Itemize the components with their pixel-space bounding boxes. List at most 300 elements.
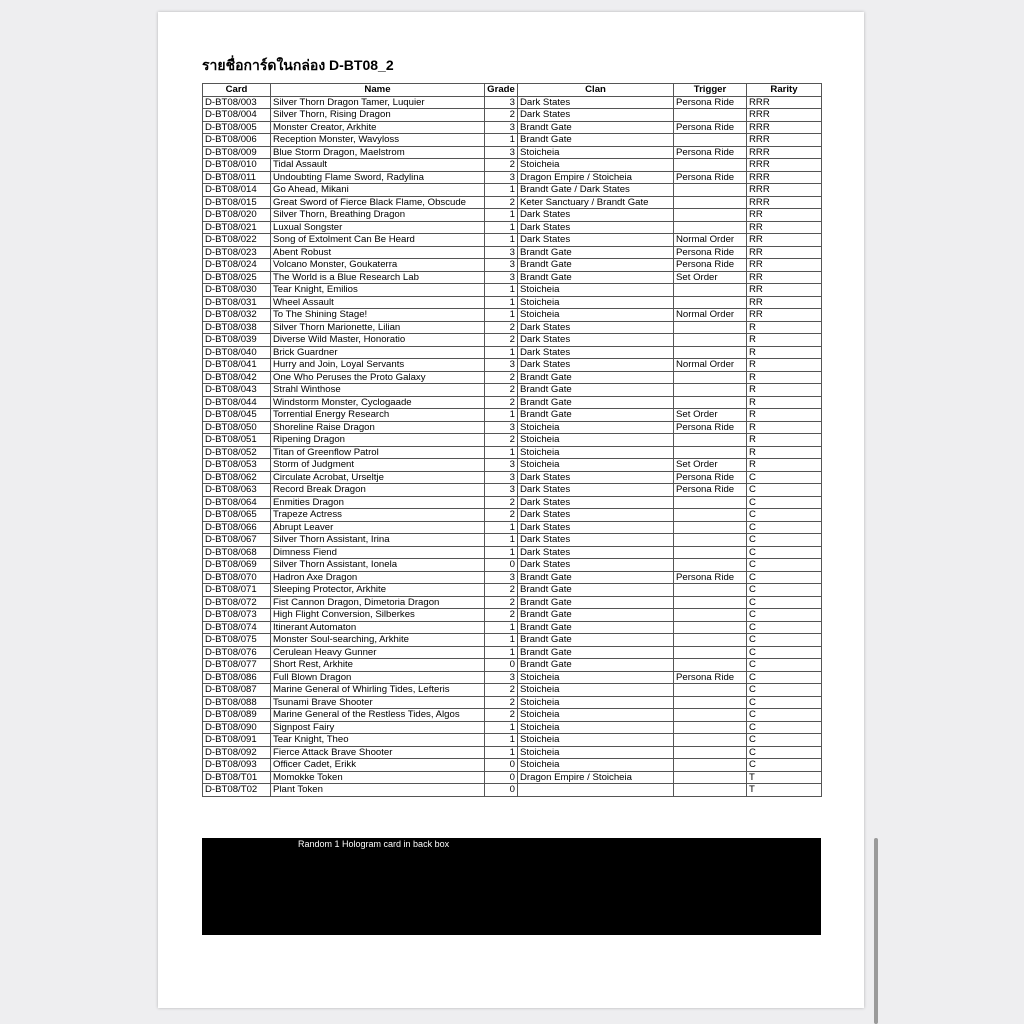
grade-cell: 2 xyxy=(485,109,518,122)
rarity-cell: C xyxy=(747,584,822,597)
grade-cell: 1 xyxy=(485,534,518,547)
header-clan: Clan xyxy=(518,84,674,97)
clan-cell: Stoicheia xyxy=(518,696,674,709)
clan-cell: Brandt Gate xyxy=(518,121,674,134)
rarity-cell: C xyxy=(747,471,822,484)
grade-cell: 3 xyxy=(485,359,518,372)
grade-cell: 2 xyxy=(485,334,518,347)
table-row xyxy=(203,134,822,147)
clan-cell: Brandt Gate xyxy=(518,659,674,672)
card-id-cell: D-BT08/T02 xyxy=(203,784,271,797)
trigger-cell xyxy=(674,721,747,734)
card-id-cell: D-BT08/010 xyxy=(203,159,271,172)
rarity-cell: R xyxy=(747,409,822,422)
table-row xyxy=(203,446,822,459)
trigger-cell xyxy=(674,659,747,672)
grade-cell: 2 xyxy=(485,159,518,172)
table-row xyxy=(203,196,822,209)
table-row xyxy=(203,384,822,397)
card-id-cell: D-BT08/031 xyxy=(203,296,271,309)
card-id-cell: D-BT08/022 xyxy=(203,234,271,247)
clan-cell: Dark States xyxy=(518,521,674,534)
card-name-cell: Monster Soul-searching, Arkhite xyxy=(271,634,485,647)
clan-cell: Dark States xyxy=(518,484,674,497)
card-id-cell: D-BT08/070 xyxy=(203,571,271,584)
card-name-cell: Hadron Axe Dragon xyxy=(271,571,485,584)
card-name-cell: Record Break Dragon xyxy=(271,484,485,497)
card-id-cell: D-BT08/023 xyxy=(203,246,271,259)
rarity-cell: C xyxy=(747,534,822,547)
card-name-cell: Windstorm Monster, Cyclogaade xyxy=(271,396,485,409)
grade-cell: 0 xyxy=(485,559,518,572)
table-row xyxy=(203,746,822,759)
card-id-cell: D-BT08/072 xyxy=(203,596,271,609)
trigger-cell: Persona Ride xyxy=(674,171,747,184)
card-name-cell: Fist Cannon Dragon, Dimetoria Dragon xyxy=(271,596,485,609)
trigger-cell xyxy=(674,184,747,197)
trigger-cell: Persona Ride xyxy=(674,121,747,134)
card-id-cell: D-BT08/090 xyxy=(203,721,271,734)
rarity-cell: C xyxy=(747,596,822,609)
card-name-cell: Titan of Greenflow Patrol xyxy=(271,446,485,459)
table-row xyxy=(203,171,822,184)
card-id-cell: D-BT08/093 xyxy=(203,759,271,772)
clan-cell: Dark States xyxy=(518,546,674,559)
grade-cell: 2 xyxy=(485,696,518,709)
rarity-cell: C xyxy=(747,546,822,559)
rarity-cell: RR xyxy=(747,309,822,322)
trigger-cell xyxy=(674,684,747,697)
table-row xyxy=(203,284,822,297)
card-name-cell: Silver Thorn Assistant, Ionela xyxy=(271,559,485,572)
table-row xyxy=(203,421,822,434)
card-id-cell: D-BT08/011 xyxy=(203,171,271,184)
grade-cell: 1 xyxy=(485,734,518,747)
card-id-cell: D-BT08/053 xyxy=(203,459,271,472)
grade-cell: 0 xyxy=(485,784,518,797)
card-id-cell: D-BT08/014 xyxy=(203,184,271,197)
rarity-cell: RRR xyxy=(747,109,822,122)
grade-cell: 3 xyxy=(485,259,518,272)
card-id-cell: D-BT08/088 xyxy=(203,696,271,709)
rarity-cell: RRR xyxy=(747,171,822,184)
trigger-cell: Persona Ride xyxy=(674,259,747,272)
grade-cell: 2 xyxy=(485,609,518,622)
table-row xyxy=(203,671,822,684)
card-name-cell: Trapeze Actress xyxy=(271,509,485,522)
trigger-cell xyxy=(674,759,747,772)
grade-cell: 3 xyxy=(485,484,518,497)
clan-cell: Dark States xyxy=(518,496,674,509)
grade-cell: 3 xyxy=(485,421,518,434)
grade-cell: 2 xyxy=(485,196,518,209)
rarity-cell: RRR xyxy=(747,134,822,147)
card-id-cell: D-BT08/073 xyxy=(203,609,271,622)
card-id-cell: D-BT08/004 xyxy=(203,109,271,122)
table-row xyxy=(203,696,822,709)
clan-cell: Dark States xyxy=(518,559,674,572)
card-name-cell: Short Rest, Arkhite xyxy=(271,659,485,672)
trigger-cell: Persona Ride xyxy=(674,671,747,684)
scrollbar[interactable] xyxy=(874,838,878,1024)
clan-cell: Brandt Gate xyxy=(518,271,674,284)
trigger-cell xyxy=(674,509,747,522)
table-row xyxy=(203,96,822,109)
card-id-cell: D-BT08/052 xyxy=(203,446,271,459)
card-id-cell: D-BT08/092 xyxy=(203,746,271,759)
table-row xyxy=(203,184,822,197)
card-name-cell: Storm of Judgment xyxy=(271,459,485,472)
card-name-cell: Abrupt Leaver xyxy=(271,521,485,534)
clan-cell: Brandt Gate xyxy=(518,634,674,647)
card-name-cell: Go Ahead, Mikani xyxy=(271,184,485,197)
grade-cell: 2 xyxy=(485,321,518,334)
clan-cell: Stoicheia xyxy=(518,746,674,759)
trigger-cell xyxy=(674,534,747,547)
card-name-cell: Silver Thorn Assistant, Irina xyxy=(271,534,485,547)
clan-cell: Brandt Gate xyxy=(518,134,674,147)
trigger-cell xyxy=(674,709,747,722)
clan-cell: Dark States xyxy=(518,471,674,484)
card-id-cell: D-BT08/065 xyxy=(203,509,271,522)
card-name-cell: To The Shining Stage! xyxy=(271,309,485,322)
table-row xyxy=(203,121,822,134)
card-name-cell: Silver Thorn, Rising Dragon xyxy=(271,109,485,122)
clan-cell: Dragon Empire / Stoicheia xyxy=(518,171,674,184)
document-title: รายชื่อการ์ดในกล่อง D-BT08_2 xyxy=(202,57,394,73)
clan-cell: Dark States xyxy=(518,221,674,234)
table-row xyxy=(203,559,822,572)
clan-cell: Stoicheia xyxy=(518,684,674,697)
card-name-cell: Diverse Wild Master, Honoratio xyxy=(271,334,485,347)
rarity-cell: T xyxy=(747,784,822,797)
card-id-cell: D-BT08/021 xyxy=(203,221,271,234)
rarity-cell: R xyxy=(747,446,822,459)
table-row xyxy=(203,334,822,347)
card-name-cell: Cerulean Heavy Gunner xyxy=(271,646,485,659)
clan-cell: Dragon Empire / Stoicheia xyxy=(518,771,674,784)
grade-cell: 2 xyxy=(485,434,518,447)
clan-cell: Stoicheia xyxy=(518,734,674,747)
rarity-cell: R xyxy=(747,334,822,347)
card-name-cell: Wheel Assault xyxy=(271,296,485,309)
card-name-cell: Silver Thorn, Breathing Dragon xyxy=(271,209,485,222)
grade-cell: 0 xyxy=(485,659,518,672)
card-id-cell: D-BT08/042 xyxy=(203,371,271,384)
card-name-cell: Circulate Acrobat, Urseltje xyxy=(271,471,485,484)
card-id-cell: D-BT08/020 xyxy=(203,209,271,222)
card-id-cell: D-BT08/038 xyxy=(203,321,271,334)
trigger-cell: Set Order xyxy=(674,409,747,422)
card-name-cell: Plant Token xyxy=(271,784,485,797)
grade-cell: 2 xyxy=(485,496,518,509)
table-row xyxy=(203,371,822,384)
grade-cell: 1 xyxy=(485,721,518,734)
card-id-cell: D-BT08/076 xyxy=(203,646,271,659)
clan-cell: Brandt Gate xyxy=(518,409,674,422)
table-row xyxy=(203,784,822,797)
trigger-cell: Persona Ride xyxy=(674,146,747,159)
clan-cell: Dark States xyxy=(518,109,674,122)
clan-cell: Stoicheia xyxy=(518,709,674,722)
card-name-cell: Itinerant Automaton xyxy=(271,621,485,634)
trigger-cell xyxy=(674,196,747,209)
card-name-cell: Tsunami Brave Shooter xyxy=(271,696,485,709)
card-id-cell: D-BT08/015 xyxy=(203,196,271,209)
grade-cell: 1 xyxy=(485,521,518,534)
trigger-cell: Set Order xyxy=(674,271,747,284)
card-id-cell: D-BT08/041 xyxy=(203,359,271,372)
grade-cell: 1 xyxy=(485,621,518,634)
card-id-cell: D-BT08/087 xyxy=(203,684,271,697)
rarity-cell: RR xyxy=(747,246,822,259)
card-id-cell: D-BT08/075 xyxy=(203,634,271,647)
header-trigger: Trigger xyxy=(674,84,747,97)
rarity-cell: C xyxy=(747,634,822,647)
clan-cell: Dark States xyxy=(518,534,674,547)
clan-cell: Brandt Gate / Dark States xyxy=(518,184,674,197)
trigger-cell xyxy=(674,596,747,609)
rarity-cell: C xyxy=(747,734,822,747)
card-name-cell: Abent Robust xyxy=(271,246,485,259)
rarity-cell: C xyxy=(747,696,822,709)
card-id-cell: D-BT08/044 xyxy=(203,396,271,409)
grade-cell: 1 xyxy=(485,296,518,309)
grade-cell: 1 xyxy=(485,746,518,759)
rarity-cell: RR xyxy=(747,234,822,247)
trigger-cell xyxy=(674,634,747,647)
rarity-cell: RR xyxy=(747,296,822,309)
card-id-cell: D-BT08/045 xyxy=(203,409,271,422)
card-id-cell: D-BT08/043 xyxy=(203,384,271,397)
rarity-cell: C xyxy=(747,559,822,572)
card-name-cell: Full Blown Dragon xyxy=(271,671,485,684)
card-id-cell: D-BT08/074 xyxy=(203,621,271,634)
card-id-cell: D-BT08/062 xyxy=(203,471,271,484)
grade-cell: 1 xyxy=(485,234,518,247)
rarity-cell: R xyxy=(747,421,822,434)
rarity-cell: RR xyxy=(747,209,822,222)
clan-cell: Dark States xyxy=(518,321,674,334)
rarity-cell: C xyxy=(747,746,822,759)
card-id-cell: D-BT08/032 xyxy=(203,309,271,322)
table-row xyxy=(203,296,822,309)
clan-cell: Stoicheia xyxy=(518,421,674,434)
card-name-cell: Song of Extolment Can Be Heard xyxy=(271,234,485,247)
table-row xyxy=(203,534,822,547)
grade-cell: 3 xyxy=(485,96,518,109)
grade-cell: 3 xyxy=(485,471,518,484)
card-name-cell: One Who Peruses the Proto Galaxy xyxy=(271,371,485,384)
rarity-cell: RR xyxy=(747,221,822,234)
rarity-cell: RRR xyxy=(747,121,822,134)
trigger-cell: Persona Ride xyxy=(674,246,747,259)
card-id-cell: D-BT08/009 xyxy=(203,146,271,159)
grade-cell: 3 xyxy=(485,271,518,284)
grade-cell: 3 xyxy=(485,146,518,159)
grade-cell: 1 xyxy=(485,546,518,559)
grade-cell: 3 xyxy=(485,671,518,684)
rarity-cell: RR xyxy=(747,271,822,284)
table-row xyxy=(203,496,822,509)
trigger-cell xyxy=(674,134,747,147)
rarity-cell: C xyxy=(747,646,822,659)
table-row xyxy=(203,459,822,472)
trigger-cell xyxy=(674,621,747,634)
table-row xyxy=(203,109,822,122)
rarity-cell: RRR xyxy=(747,196,822,209)
trigger-cell xyxy=(674,296,747,309)
clan-cell: Stoicheia xyxy=(518,759,674,772)
trigger-cell xyxy=(674,521,747,534)
hologram-note: Random 1 Hologram card in back box xyxy=(298,839,450,849)
grade-cell: 1 xyxy=(485,309,518,322)
clan-cell: Brandt Gate xyxy=(518,259,674,272)
header-name: Name xyxy=(271,84,485,97)
table-row xyxy=(203,684,822,697)
trigger-cell xyxy=(674,434,747,447)
grade-cell: 2 xyxy=(485,684,518,697)
card-id-cell: D-BT08/068 xyxy=(203,546,271,559)
card-id-cell: D-BT08/066 xyxy=(203,521,271,534)
card-rows xyxy=(203,96,822,796)
rarity-cell: C xyxy=(747,496,822,509)
table-row xyxy=(203,721,822,734)
grade-cell: 1 xyxy=(485,284,518,297)
clan-cell: Dark States xyxy=(518,346,674,359)
card-id-cell: D-BT08/051 xyxy=(203,434,271,447)
rarity-cell: C xyxy=(747,721,822,734)
card-name-cell: Dimness Fiend xyxy=(271,546,485,559)
clan-cell: Stoicheia xyxy=(518,434,674,447)
rarity-cell: R xyxy=(747,359,822,372)
trigger-cell: Set Order xyxy=(674,459,747,472)
table-row xyxy=(203,771,822,784)
table-row xyxy=(203,734,822,747)
clan-cell: Stoicheia xyxy=(518,446,674,459)
rarity-cell: RR xyxy=(747,259,822,272)
card-name-cell: Brick Guardner xyxy=(271,346,485,359)
grade-cell: 2 xyxy=(485,384,518,397)
card-name-cell: Shoreline Raise Dragon xyxy=(271,421,485,434)
rarity-cell: C xyxy=(747,709,822,722)
clan-cell xyxy=(518,784,674,797)
table-row xyxy=(203,271,822,284)
grade-cell: 2 xyxy=(485,596,518,609)
clan-cell: Brandt Gate xyxy=(518,646,674,659)
clan-cell: Brandt Gate xyxy=(518,584,674,597)
clan-cell: Stoicheia xyxy=(518,296,674,309)
trigger-cell xyxy=(674,371,747,384)
trigger-cell: Persona Ride xyxy=(674,484,747,497)
clan-cell: Dark States xyxy=(518,96,674,109)
rarity-cell: C xyxy=(747,671,822,684)
clan-cell: Dark States xyxy=(518,359,674,372)
table-row xyxy=(203,634,822,647)
card-id-cell: D-BT08/040 xyxy=(203,346,271,359)
table-row xyxy=(203,359,822,372)
clan-cell: Stoicheia xyxy=(518,146,674,159)
rarity-cell: R xyxy=(747,321,822,334)
table-row xyxy=(203,321,822,334)
table-row xyxy=(203,596,822,609)
trigger-cell: Persona Ride xyxy=(674,421,747,434)
rarity-cell: R xyxy=(747,459,822,472)
trigger-cell xyxy=(674,221,747,234)
card-name-cell: High Flight Conversion, Silberkes xyxy=(271,609,485,622)
grade-cell: 3 xyxy=(485,459,518,472)
card-name-cell: Tear Knight, Theo xyxy=(271,734,485,747)
table-row xyxy=(203,159,822,172)
table-row xyxy=(203,309,822,322)
clan-cell: Stoicheia xyxy=(518,459,674,472)
card-name-cell: Marine General of Whirling Tides, Lefteris xyxy=(271,684,485,697)
clan-cell: Brandt Gate xyxy=(518,609,674,622)
rarity-cell: C xyxy=(747,521,822,534)
rarity-cell: R xyxy=(747,396,822,409)
grade-cell: 2 xyxy=(485,709,518,722)
card-name-cell: Reception Monster, Wavyloss xyxy=(271,134,485,147)
table-row xyxy=(203,221,822,234)
card-id-cell: D-BT08/064 xyxy=(203,496,271,509)
clan-cell: Stoicheia xyxy=(518,721,674,734)
trigger-cell xyxy=(674,734,747,747)
grade-cell: 1 xyxy=(485,634,518,647)
card-name-cell: Momokke Token xyxy=(271,771,485,784)
card-name-cell: Enmities Dragon xyxy=(271,496,485,509)
table-header-row xyxy=(203,84,822,97)
clan-cell: Keter Sanctuary / Brandt Gate xyxy=(518,196,674,209)
rarity-cell: T xyxy=(747,771,822,784)
card-name-cell: Officer Cadet, Erikk xyxy=(271,759,485,772)
clan-cell: Stoicheia xyxy=(518,309,674,322)
card-name-cell: Undoubting Flame Sword, Radylina xyxy=(271,171,485,184)
table-row xyxy=(203,484,822,497)
card-id-cell: D-BT08/089 xyxy=(203,709,271,722)
rarity-cell: RRR xyxy=(747,159,822,172)
grade-cell: 1 xyxy=(485,409,518,422)
card-name-cell: Luxual Songster xyxy=(271,221,485,234)
trigger-cell: Normal Order xyxy=(674,309,747,322)
clan-cell: Brandt Gate xyxy=(518,396,674,409)
table-row xyxy=(203,584,822,597)
card-name-cell: Tidal Assault xyxy=(271,159,485,172)
clan-cell: Dark States xyxy=(518,234,674,247)
grade-cell: 1 xyxy=(485,184,518,197)
table-row xyxy=(203,521,822,534)
grade-cell: 0 xyxy=(485,771,518,784)
card-id-cell: D-BT08/025 xyxy=(203,271,271,284)
card-id-cell: D-BT08/050 xyxy=(203,421,271,434)
trigger-cell xyxy=(674,209,747,222)
table-row xyxy=(203,146,822,159)
card-name-cell: Great Sword of Fierce Black Flame, Obscude xyxy=(271,196,485,209)
table-row xyxy=(203,259,822,272)
card-id-cell: D-BT08/091 xyxy=(203,734,271,747)
rarity-cell: RRR xyxy=(747,184,822,197)
card-name-cell: Blue Storm Dragon, Maelstrom xyxy=(271,146,485,159)
card-name-cell: Silver Thorn Dragon Tamer, Luquier xyxy=(271,96,485,109)
rarity-cell: C xyxy=(747,484,822,497)
grade-cell: 1 xyxy=(485,446,518,459)
table-row xyxy=(203,234,822,247)
header-rarity: Rarity xyxy=(747,84,822,97)
rarity-cell: C xyxy=(747,509,822,522)
header-grade: Grade xyxy=(485,84,518,97)
trigger-cell xyxy=(674,746,747,759)
table-row xyxy=(203,396,822,409)
trigger-cell xyxy=(674,646,747,659)
